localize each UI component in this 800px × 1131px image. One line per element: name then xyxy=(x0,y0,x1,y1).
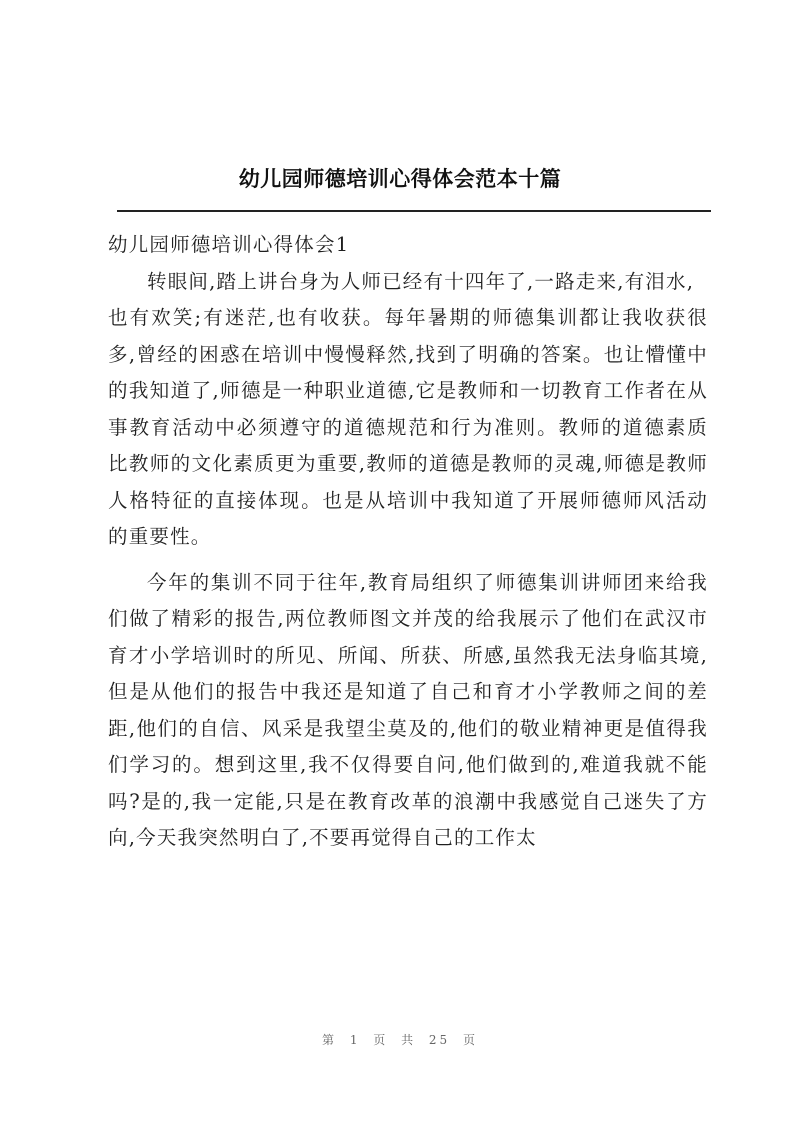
title-divider xyxy=(117,210,711,212)
paragraph-3: 今年的集训不同于往年,教育局组织了师德集训讲师团来给我们做了精彩的报告,两位教师图文并茂的给我展示了他们在武汉市育才小学培训时的所见、所闻、所获、所感,虽然我无法身临其境,但是从他们的报告中我还是知道了自己和育才小学教师之间的差距,他们的自信、风采是我望尘莫及的,他们的敬业精神更是值得我们学习的。想到这里,我不仅得要自问,他们做到的,难道我就不能吗?是的,我一定能,只是在教育改革的浪潮中我感觉自己迷失了方向,今天我突然明白了,不要再觉得自己的工作太 xyxy=(108,570,708,849)
document-title: 幼儿园师德培训心得体会范本十篇 xyxy=(238,167,562,191)
document-body xyxy=(108,227,708,857)
paragraph-2: 也有欢笑;有迷茫,也有收获。每年暑期的师德集训都让我收获很多,曾经的困惑在培训中慢慢释然,找到了明确的答案。也让懵懂中的我知道了,师德是一种职业道德,它是教师和一切教育工作者在从事教育活动中必须遵守的道德规范和行为准则。教师的道德素质比教师的文化素质更为重要,教师的道德是教师的灵魂,师德是教师人格特征的直接体现。也是从培训中我知道了开展师德师风活动的重要性。 xyxy=(108,306,708,548)
page-footer: 第 1 页 共 25 页 xyxy=(322,1033,478,1047)
paragraph-1: 转眼间,踏上讲台身为人师已经有十四年了,一路走来,有泪水, xyxy=(147,269,695,293)
section-heading: 幼儿园师德培训心得体会1 xyxy=(108,233,350,256)
